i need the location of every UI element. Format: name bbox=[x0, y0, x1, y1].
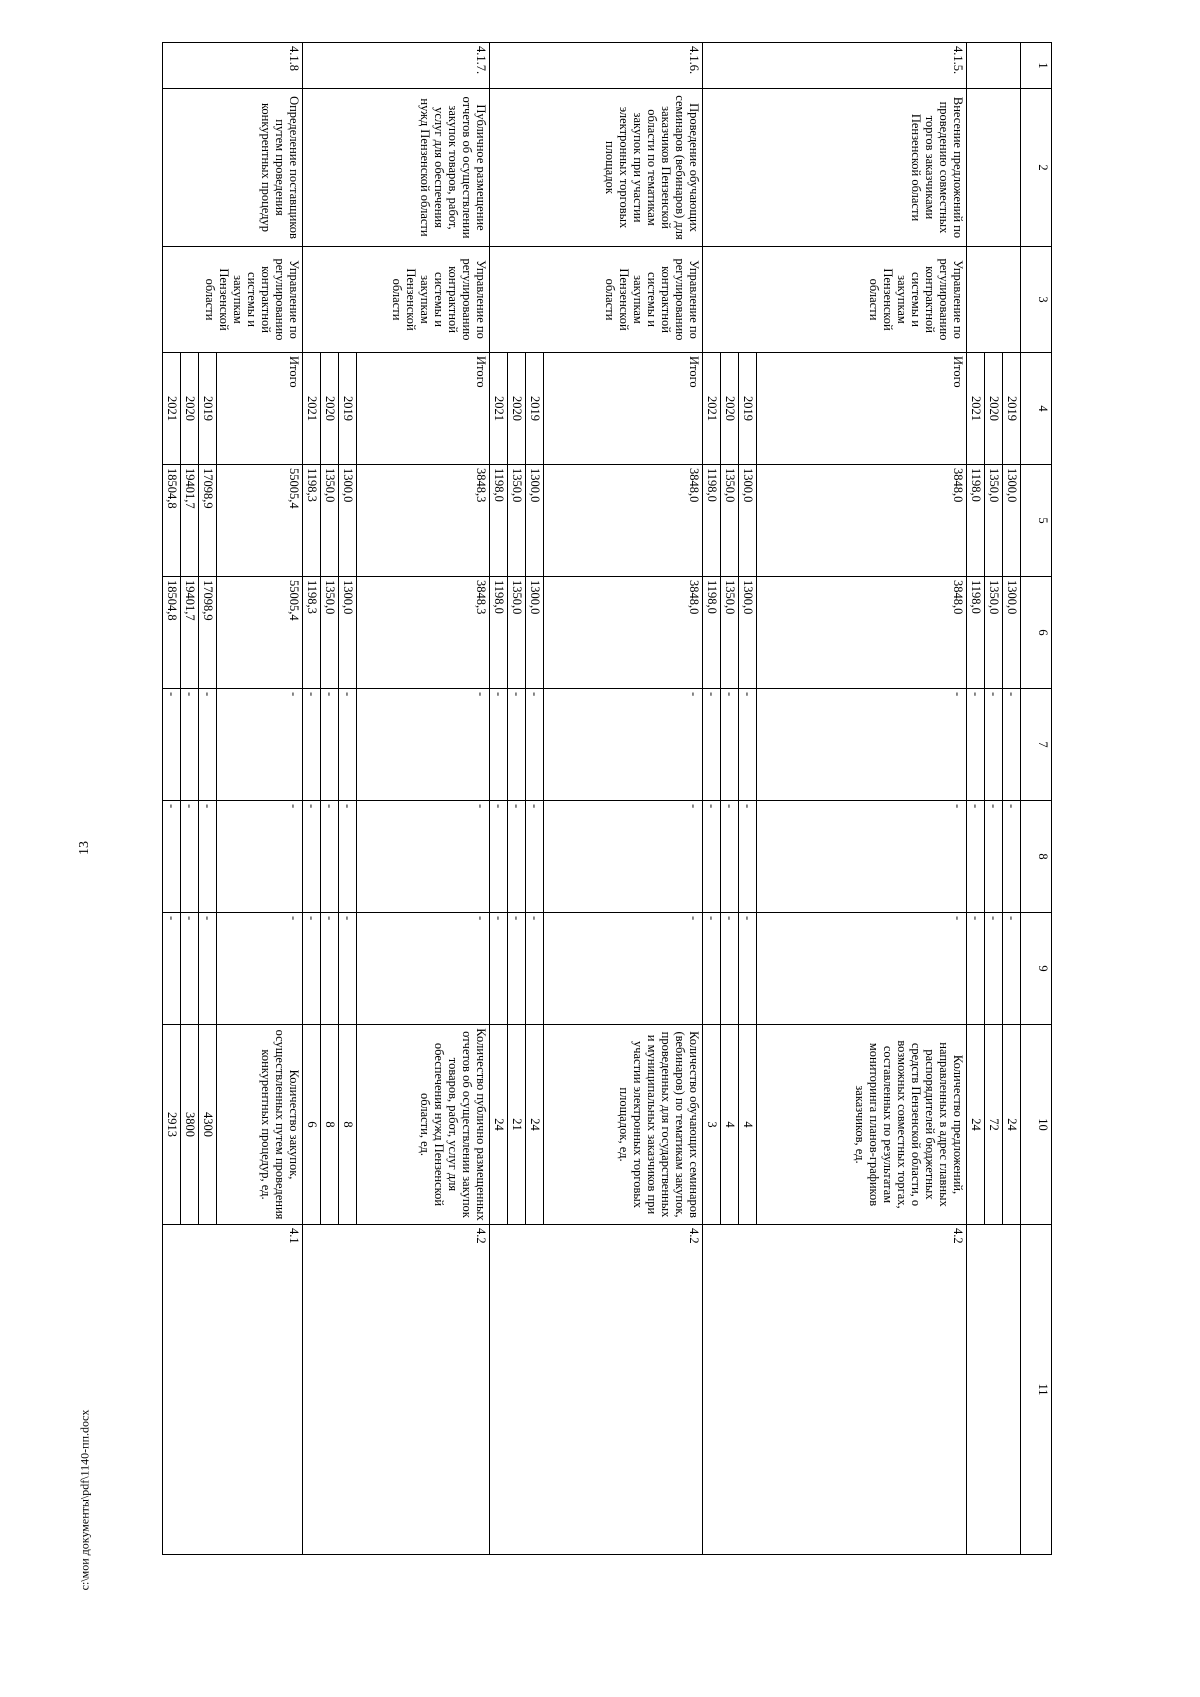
value-cell: - bbox=[702, 801, 720, 913]
year-cell: 2019 bbox=[526, 353, 544, 465]
item-executor: Управление по регулированию контрактной системы и закупкам Пензенской области bbox=[302, 247, 489, 353]
target-indicator-ref: 4.2 bbox=[302, 1225, 489, 1555]
value-cell: - bbox=[984, 689, 1002, 801]
table-row bbox=[1002, 43, 1020, 1555]
value-cell: - bbox=[756, 689, 966, 801]
value-cell: 1350,0 bbox=[720, 465, 738, 577]
year-cell: 2019 bbox=[738, 353, 756, 465]
year-cell: 2021 bbox=[302, 353, 320, 465]
value-cell: 1300,0 bbox=[338, 465, 356, 577]
value-cell: - bbox=[181, 801, 199, 913]
value-cell: 1350,0 bbox=[720, 577, 738, 689]
value-cell: - bbox=[163, 913, 181, 1025]
value-cell: - bbox=[1002, 801, 1020, 913]
value-cell: - bbox=[966, 801, 984, 913]
item-number: 4.1.6. bbox=[490, 43, 703, 89]
footer-file-path: c:\мои документы\pdf\1140-пп.docx bbox=[77, 1409, 92, 1591]
value-cell: - bbox=[302, 913, 320, 1025]
table-body bbox=[163, 43, 1052, 1555]
year-cell: 2020 bbox=[720, 353, 738, 465]
value-cell: - bbox=[320, 689, 338, 801]
value-cell: 3848,3 bbox=[356, 577, 489, 689]
column-header: 4 bbox=[1020, 353, 1051, 465]
value-cell: - bbox=[738, 801, 756, 913]
value-cell: - bbox=[720, 689, 738, 801]
value-cell: - bbox=[199, 913, 217, 1025]
value-cell: - bbox=[984, 913, 1002, 1025]
table-row-total bbox=[544, 43, 703, 1555]
value-cell: 18504,8 bbox=[163, 465, 181, 577]
value-cell: - bbox=[984, 801, 1002, 913]
target-indicator-ref bbox=[966, 1225, 1020, 1555]
rotated-table-sheet bbox=[162, 42, 1052, 1554]
value-cell: 19401,7 bbox=[181, 577, 199, 689]
value-cell: - bbox=[320, 801, 338, 913]
value-cell: - bbox=[544, 913, 703, 1025]
value-cell: - bbox=[738, 913, 756, 1025]
indicator-cell: 3 bbox=[702, 1025, 720, 1225]
value-cell: - bbox=[1002, 913, 1020, 1025]
value-cell: - bbox=[320, 913, 338, 1025]
year-cell: 2020 bbox=[984, 353, 1002, 465]
value-cell: - bbox=[738, 689, 756, 801]
year-cell: 2020 bbox=[508, 353, 526, 465]
item-name bbox=[966, 89, 1020, 247]
target-indicator-ref: 4.1 bbox=[163, 1225, 303, 1555]
indicator-cell: 24 bbox=[1002, 1025, 1020, 1225]
indicator-cell: 72 bbox=[984, 1025, 1002, 1225]
year-cell: Итого bbox=[217, 353, 303, 465]
value-cell: - bbox=[302, 801, 320, 913]
value-cell: - bbox=[199, 689, 217, 801]
value-cell: - bbox=[217, 913, 303, 1025]
year-cell: 2019 bbox=[338, 353, 356, 465]
value-cell: - bbox=[702, 689, 720, 801]
value-cell: 1198,3 bbox=[302, 577, 320, 689]
value-cell: - bbox=[1002, 689, 1020, 801]
value-cell: 3848,0 bbox=[544, 577, 703, 689]
item-executor bbox=[966, 247, 1020, 353]
value-cell: 1300,0 bbox=[338, 577, 356, 689]
year-cell: Итого bbox=[544, 353, 703, 465]
indicator-cell: 4300 bbox=[199, 1025, 217, 1225]
value-cell: 1198,0 bbox=[702, 465, 720, 577]
page-number: 13 bbox=[77, 841, 92, 855]
item-executor: Управление по регулированию контрактной системы и закупкам Пензенской области bbox=[702, 247, 966, 353]
value-cell: - bbox=[163, 689, 181, 801]
target-indicator-ref: 4.2 bbox=[702, 1225, 966, 1555]
target-indicator-ref: 4.2 bbox=[490, 1225, 703, 1555]
value-cell: - bbox=[338, 689, 356, 801]
column-header: 10 bbox=[1020, 1025, 1051, 1225]
value-cell: - bbox=[217, 689, 303, 801]
indicator-cell: 24 bbox=[966, 1025, 984, 1225]
indicator-cell: Количество закупок, осуществленных путем проведения конкурентных процедур, ед. bbox=[217, 1025, 303, 1225]
value-cell: 17098,9 bbox=[199, 577, 217, 689]
value-cell: - bbox=[526, 689, 544, 801]
item-number bbox=[966, 43, 1020, 89]
value-cell: 1198,0 bbox=[490, 465, 508, 577]
indicator-cell: Количество публично размещенных отчетов об осуществлении закупок товаров, работ, услуг для обеспечения нужд Пензенской области, ед. bbox=[356, 1025, 489, 1225]
value-cell: 1198,0 bbox=[490, 577, 508, 689]
value-cell: - bbox=[526, 913, 544, 1025]
value-cell: - bbox=[356, 801, 489, 913]
year-cell: 2021 bbox=[966, 353, 984, 465]
column-header: 1 bbox=[1020, 43, 1051, 89]
value-cell: 55005,4 bbox=[217, 465, 303, 577]
indicator-cell: Количество обучающих семинаров (вебинаров) по тематикам закупок, проведенных для государственных и муниципальных заказчиков при участии электронных торговых площадок, ед. bbox=[544, 1025, 703, 1225]
indicator-cell: 21 bbox=[508, 1025, 526, 1225]
item-name: Внесение предложений по проведению совместных торгов заказчиками Пензенской области bbox=[702, 89, 966, 247]
value-cell: - bbox=[702, 913, 720, 1025]
year-cell: 2021 bbox=[490, 353, 508, 465]
value-cell: - bbox=[163, 801, 181, 913]
indicator-cell: 8 bbox=[338, 1025, 356, 1225]
column-header: 2 bbox=[1020, 89, 1051, 247]
value-cell: - bbox=[966, 913, 984, 1025]
column-header: 11 bbox=[1020, 1225, 1051, 1555]
value-cell: 1300,0 bbox=[526, 465, 544, 577]
value-cell: - bbox=[508, 913, 526, 1025]
year-cell: 2019 bbox=[199, 353, 217, 465]
year-cell: Итого bbox=[756, 353, 966, 465]
value-cell: - bbox=[756, 801, 966, 913]
value-cell: - bbox=[720, 913, 738, 1025]
value-cell: - bbox=[966, 689, 984, 801]
value-cell: 1300,0 bbox=[1002, 577, 1020, 689]
value-cell: - bbox=[302, 689, 320, 801]
year-cell: 2019 bbox=[1002, 353, 1020, 465]
column-header: 7 bbox=[1020, 689, 1051, 801]
year-cell: 2020 bbox=[181, 353, 199, 465]
item-executor: Управление по регулированию контрактной системы и закупкам Пензенской области bbox=[163, 247, 303, 353]
value-cell: 1198,0 bbox=[966, 465, 984, 577]
table-row-total bbox=[356, 43, 489, 1555]
year-cell: 2020 bbox=[320, 353, 338, 465]
column-header: 5 bbox=[1020, 465, 1051, 577]
value-cell: - bbox=[490, 913, 508, 1025]
value-cell: 1350,0 bbox=[508, 577, 526, 689]
indicator-cell: 2913 bbox=[163, 1025, 181, 1225]
value-cell: 1350,0 bbox=[984, 577, 1002, 689]
value-cell: 1300,0 bbox=[738, 465, 756, 577]
value-cell: 55005,4 bbox=[217, 577, 303, 689]
value-cell: 1350,0 bbox=[320, 465, 338, 577]
item-name: Проведение обучающих семинаров (вебинаров) для заказчиков Пензенской области по тематикам закупок при участии электронных торговых площадок bbox=[490, 89, 703, 247]
value-cell: - bbox=[508, 689, 526, 801]
year-cell: 2021 bbox=[702, 353, 720, 465]
value-cell: - bbox=[508, 801, 526, 913]
value-cell: 1300,0 bbox=[526, 577, 544, 689]
indicator-cell: 24 bbox=[526, 1025, 544, 1225]
value-cell: 1350,0 bbox=[984, 465, 1002, 577]
value-cell: - bbox=[181, 913, 199, 1025]
value-cell: - bbox=[199, 801, 217, 913]
value-cell: - bbox=[217, 801, 303, 913]
value-cell: - bbox=[544, 801, 703, 913]
value-cell: 19401,7 bbox=[181, 465, 199, 577]
column-header: 3 bbox=[1020, 247, 1051, 353]
indicator-cell: Количество предложений, направленных в адрес главных распорядителей бюджетных средств Пензенской области, о возможных совместных торгах, составленных по результатам мониторинга планов-графиков заказчиков, ед. bbox=[756, 1025, 966, 1225]
value-cell: 1300,0 bbox=[738, 577, 756, 689]
value-cell: - bbox=[181, 689, 199, 801]
value-cell: - bbox=[356, 689, 489, 801]
program-table bbox=[162, 42, 1052, 1555]
column-header: 8 bbox=[1020, 801, 1051, 913]
value-cell: 17098,9 bbox=[199, 465, 217, 577]
value-cell: 3848,0 bbox=[544, 465, 703, 577]
indicator-cell: 4 bbox=[720, 1025, 738, 1225]
value-cell: 1198,3 bbox=[302, 465, 320, 577]
value-cell: 1198,0 bbox=[966, 577, 984, 689]
year-cell: Итого bbox=[356, 353, 489, 465]
indicator-cell: 8 bbox=[320, 1025, 338, 1225]
year-cell: 2021 bbox=[163, 353, 181, 465]
item-number: 4.1.8 bbox=[163, 43, 303, 89]
value-cell: 3848,0 bbox=[756, 465, 966, 577]
value-cell: - bbox=[720, 801, 738, 913]
indicator-cell: 6 bbox=[302, 1025, 320, 1225]
item-executor: Управление по регулированию контрактной системы и закупкам Пензенской области bbox=[490, 247, 703, 353]
value-cell: - bbox=[756, 913, 966, 1025]
value-cell: - bbox=[526, 801, 544, 913]
value-cell: - bbox=[356, 913, 489, 1025]
table-row-total bbox=[217, 43, 303, 1555]
value-cell: - bbox=[490, 801, 508, 913]
header-row bbox=[1020, 43, 1051, 1555]
value-cell: - bbox=[338, 913, 356, 1025]
column-header: 6 bbox=[1020, 577, 1051, 689]
item-name: Определение поставщиков путем проведения конкурентных процедур bbox=[163, 89, 303, 247]
item-name: Публичное размещение отчетов об осуществлении закупок товаров, работ, услуг для обеспечения нужд Пензенской области bbox=[302, 89, 489, 247]
value-cell: 1300,0 bbox=[1002, 465, 1020, 577]
column-header: 9 bbox=[1020, 913, 1051, 1025]
item-number: 4.1.7. bbox=[302, 43, 489, 89]
indicator-cell: 4 bbox=[738, 1025, 756, 1225]
value-cell: 3848,0 bbox=[756, 577, 966, 689]
indicator-cell: 3800 bbox=[181, 1025, 199, 1225]
value-cell: 18504,8 bbox=[163, 577, 181, 689]
indicator-cell: 24 bbox=[490, 1025, 508, 1225]
value-cell: 1350,0 bbox=[320, 577, 338, 689]
value-cell: - bbox=[490, 689, 508, 801]
value-cell: 1350,0 bbox=[508, 465, 526, 577]
value-cell: 3848,3 bbox=[356, 465, 489, 577]
value-cell: - bbox=[544, 689, 703, 801]
item-number: 4.1.5. bbox=[702, 43, 966, 89]
table-row-total bbox=[756, 43, 966, 1555]
value-cell: - bbox=[338, 801, 356, 913]
value-cell: 1198,0 bbox=[702, 577, 720, 689]
